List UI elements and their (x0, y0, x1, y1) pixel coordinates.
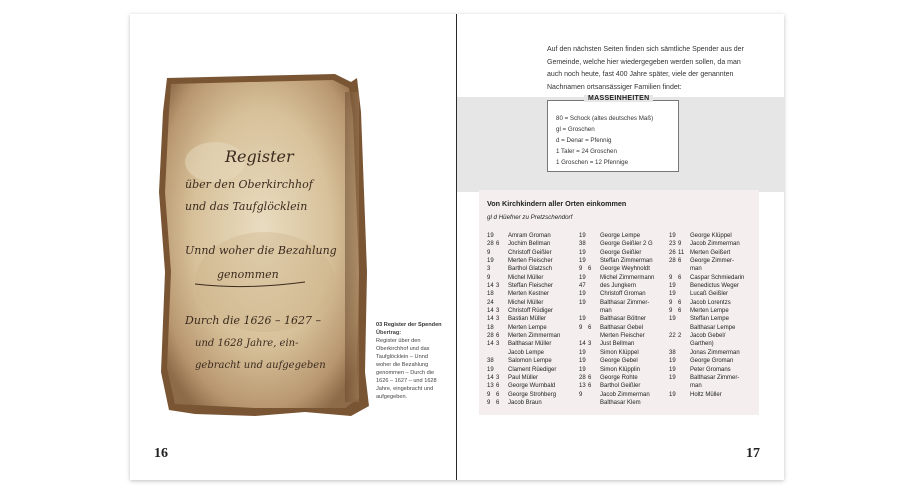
donor-groschen: 9 (487, 391, 491, 398)
donor-groschen: 9 (579, 324, 583, 331)
donor-groschen: 13 (579, 383, 586, 390)
donor-name: Christoff Groman (600, 291, 646, 298)
donor-pfennig (496, 249, 508, 257)
donor-pfennig (496, 366, 508, 374)
donor-row (487, 282, 560, 290)
donor-name: Merten Lempe (508, 324, 547, 331)
donor-pfennig (588, 299, 600, 307)
page-number-left: 16 (154, 446, 168, 461)
donor-name: George Groman (690, 358, 734, 365)
donor-name: Simon Klüppel (600, 349, 639, 356)
donor-name: Merten Zimmerman (508, 333, 561, 340)
donor-groschen: 19 (487, 366, 494, 373)
donor-name: Jacob Lempe (508, 349, 545, 356)
unit-item: d = Denar = Pfennig (556, 137, 612, 144)
donor-row (487, 366, 560, 374)
donor-groschen: 19 (669, 374, 676, 381)
manuscript-line-6: Durch die 1626 – 1627 – (185, 314, 321, 327)
donor-pfennig (588, 349, 600, 357)
donor-groschen: 19 (579, 274, 586, 281)
caption-line-2: Register über den Oberkirchhof und das Taufglöcklein – Unnd woher die Bezahlung genommen – Durch die 1626 – 1627 – und 1628 Jahre, eingebracht und aufgegeben. (376, 338, 437, 400)
donor-groschen (669, 265, 678, 273)
donors-subheader: gl d Hüefner zu Pretzschendorf (487, 214, 573, 221)
donor-name: Barthol Glatzsch (508, 266, 553, 273)
donor-name: Steffan Zimmerman (600, 258, 653, 265)
donor-groschen: 9 (487, 249, 491, 256)
donor-groschen: 19 (579, 366, 586, 373)
donor-name: Amram Groman (508, 233, 551, 239)
donor-pfennig (588, 357, 600, 365)
donor-row (669, 374, 744, 382)
donor-pfennig (496, 274, 508, 282)
donor-name: George Gebel (600, 358, 638, 365)
donor-pfennig (678, 382, 690, 390)
manuscript-line-1: Register (225, 147, 294, 166)
units-box (547, 95, 679, 172)
donors-box (479, 190, 759, 415)
donor-row (487, 382, 560, 390)
donor-row (669, 349, 744, 357)
donor-row (487, 332, 560, 340)
donor-pfennig (678, 265, 690, 273)
donor-name: George Lempe (600, 233, 641, 239)
donor-groschen: 19 (669, 391, 676, 398)
donor-pfennig (496, 357, 508, 365)
donor-pfennig: 3 (588, 341, 592, 348)
donor-name: George Geißler 2 G (600, 241, 653, 248)
donor-row (487, 315, 560, 323)
donor-name: Michel Müller (508, 274, 544, 281)
image-caption (376, 321, 442, 401)
donor-name: George Rohte (600, 374, 638, 381)
donor-pfennig: 3 (496, 283, 500, 290)
donor-pfennig (678, 315, 690, 323)
donor-row (579, 290, 654, 298)
donor-column-3 (669, 232, 744, 399)
donor-row (579, 382, 654, 390)
donor-name: Lucaß Geißler (690, 291, 729, 298)
donor-groschen: 14 (487, 374, 494, 381)
donor-groschen: 19 (579, 233, 586, 239)
donor-pfennig (496, 257, 508, 265)
right-page (457, 14, 784, 480)
donor-name: Jonas Zimmerman (690, 349, 740, 356)
donor-groschen: 19 (487, 258, 494, 265)
donor-pfennig: 3 (496, 308, 500, 315)
donor-row (579, 274, 654, 282)
donor-pfennig: 6 (678, 308, 682, 315)
donor-pfennig (678, 340, 690, 348)
donor-groschen: 9 (487, 274, 491, 281)
donor-row (669, 340, 744, 348)
donor-name: Michel Müller (508, 299, 544, 306)
donor-pfennig: 6 (496, 391, 500, 398)
donor-pfennig (496, 349, 508, 357)
donor-groschen: 14 (579, 341, 586, 348)
donor-pfennig (588, 249, 600, 257)
donor-row (579, 374, 654, 382)
donor-groschen: 14 (487, 316, 494, 323)
donor-groschen: 28 (487, 333, 494, 340)
donor-name: Balthasar Lempe (690, 324, 736, 331)
donor-groschen: 19 (487, 233, 494, 239)
donor-name: Just Bellman (600, 341, 635, 348)
donor-pfennig: 6 (496, 241, 500, 248)
donor-name: Jacob Gebel/ (690, 333, 726, 340)
donor-name: Simon Klüpplin (600, 366, 641, 373)
donor-groschen: 38 (487, 358, 494, 365)
unit-item: 80 = Schock (altes deutsches Maß) (556, 115, 654, 122)
donor-groschen: 19 (579, 316, 586, 323)
donor-groschen: 9 (487, 399, 491, 406)
donor-name: man (690, 383, 702, 390)
donor-pfennig: 6 (496, 333, 500, 340)
donor-row (487, 349, 560, 357)
donor-groschen: 19 (579, 358, 586, 365)
donor-row (487, 357, 560, 365)
donor-row (579, 257, 654, 265)
donor-groschen (579, 332, 588, 340)
donor-row (669, 282, 744, 290)
donor-pfennig: 3 (496, 341, 500, 348)
donor-pfennig (588, 240, 600, 248)
donor-groschen (669, 324, 678, 332)
donor-name: Michel Zimmermann (600, 274, 655, 281)
donor-groschen: 19 (579, 299, 586, 306)
donor-name: Caspar Schmiedarin (690, 274, 745, 281)
donor-pfennig (678, 366, 690, 374)
donor-row (579, 399, 654, 407)
manuscript-line-3: und das Taufglöcklein (185, 200, 308, 213)
manuscript-image (155, 72, 373, 418)
donor-row (669, 249, 744, 257)
donor-name: man (690, 266, 702, 273)
donor-name: Merten Fleischer (600, 333, 645, 340)
donor-row (579, 299, 654, 307)
donor-name: Merten Kestner (508, 291, 550, 298)
donor-pfennig (496, 324, 508, 332)
donor-pfennig: 11 (678, 249, 685, 256)
donor-name: Christoff Rüdiger (508, 308, 553, 315)
donor-row (669, 391, 744, 399)
unit-item: 1 Taler = 24 Groschen (556, 148, 617, 155)
donor-row (487, 265, 560, 273)
donor-pfennig (588, 332, 600, 340)
donor-row (579, 340, 654, 348)
donor-groschen: 13 (487, 383, 494, 390)
donor-groschen: 19 (669, 283, 676, 290)
donor-row (669, 332, 744, 340)
donor-groschen: 38 (579, 241, 586, 248)
donor-pfennig: 2 (678, 333, 682, 340)
donor-groschen: 9 (669, 299, 673, 306)
donor-pfennig (588, 232, 600, 240)
donor-pfennig (678, 374, 690, 382)
donor-groschen: 28 (487, 241, 494, 248)
donor-groschen: 19 (669, 316, 676, 323)
donor-name: Merten Lempe (690, 308, 729, 315)
donor-row (669, 357, 744, 365)
donor-pfennig (678, 349, 690, 357)
donor-row (669, 232, 744, 240)
donor-row (669, 274, 744, 282)
donor-pfennig: 6 (588, 374, 592, 381)
donor-groschen: 24 (487, 299, 494, 306)
manuscript-line-8: gebracht und aufgegeben (195, 360, 326, 371)
donor-name: Balthasar Böltner (600, 316, 647, 323)
donor-groschen: 19 (579, 249, 586, 256)
units-box-title: MASSEINHEITEN (584, 95, 653, 102)
donor-name: George Weyhnoldt (600, 266, 650, 273)
donor-name: Bastian Müller (508, 316, 547, 323)
donor-groschen (669, 340, 678, 348)
donor-pfennig: 6 (678, 258, 682, 265)
donor-pfennig: 6 (588, 266, 592, 273)
donor-groschen: 14 (487, 308, 494, 315)
donor-name: Balthasar Gebel (600, 324, 644, 331)
donor-pfennig: 3 (496, 374, 500, 381)
donor-row (487, 307, 560, 315)
donor-pfennig: 6 (588, 383, 592, 390)
donor-groschen: 19 (579, 291, 586, 298)
donor-pfennig: 9 (678, 241, 682, 248)
donor-groschen: 19 (579, 349, 586, 356)
donor-pfennig: 6 (678, 299, 682, 306)
donor-groschen: 19 (669, 358, 676, 365)
donor-name: George Geißler (600, 249, 642, 256)
donors-title: Von Kirchkindern aller Orten einkommen (487, 199, 627, 208)
donor-groschen: 18 (487, 291, 494, 298)
unit-item: gl = Groschen (556, 126, 595, 133)
donor-row (487, 257, 560, 265)
donor-pfennig (678, 282, 690, 290)
donor-groschen: 28 (669, 258, 676, 265)
donor-name: Paul Müller (508, 374, 539, 381)
donor-name: Balthasar Klem (600, 399, 641, 406)
donor-groschen: 9 (669, 308, 673, 315)
donor-row (487, 249, 560, 257)
donor-pfennig: 3 (496, 316, 500, 323)
donor-groschen: 9 (669, 274, 673, 281)
donor-row (669, 240, 744, 248)
donor-name: Holtz Müller (690, 391, 722, 398)
donor-name: Salomon Lempe (508, 358, 552, 365)
donor-row (669, 290, 744, 298)
donor-row (579, 240, 654, 248)
donor-pfennig (588, 290, 600, 298)
manuscript-line-5: genommen (217, 268, 279, 281)
donor-name: Jacob Zimmerman (690, 241, 740, 248)
donor-pfennig (588, 282, 600, 290)
donor-groschen (669, 382, 678, 390)
donor-row (579, 349, 654, 357)
donor-row (579, 265, 654, 273)
donor-groschen: 47 (579, 283, 586, 290)
donor-name: Balthasar Müller (508, 341, 552, 348)
donor-row (579, 232, 654, 240)
manuscript-line-2: über den Oberkirchhof (185, 178, 313, 191)
donor-groschen: 18 (487, 324, 494, 331)
donor-row (669, 257, 744, 265)
left-page (130, 14, 457, 480)
donor-row (579, 307, 654, 315)
units-list (556, 113, 653, 168)
donor-pfennig: 6 (496, 399, 500, 406)
page-number-right: 17 (746, 446, 760, 461)
donor-groschen: 3 (487, 266, 491, 273)
donor-name: man (600, 308, 612, 315)
donor-pfennig (588, 391, 600, 399)
donor-groschen: 19 (669, 233, 676, 239)
donor-name: Steffan Lempe (690, 316, 729, 323)
donor-row (579, 249, 654, 257)
donor-pfennig: 6 (678, 274, 682, 281)
donor-pfennig (678, 232, 690, 240)
donor-pfennig (678, 290, 690, 298)
manuscript-line-4: Unnd woher die Bezahlung (185, 244, 337, 257)
donor-row (669, 315, 744, 323)
donor-row (669, 366, 744, 374)
donor-row (579, 324, 654, 332)
donor-name: George Wurnbald (508, 383, 556, 390)
donor-pfennig (678, 391, 690, 399)
donor-row (669, 307, 744, 315)
donor-pfennig: 6 (496, 383, 500, 390)
donor-row (669, 299, 744, 307)
donor-pfennig (496, 265, 508, 273)
intro-paragraph: Auf den nächsten Seiten finden sich sämtliche Spender aus der Gemeinde, welche hier wiedergegeben werden sollen, da man auch noch heute, fast 400 Jahre später, viele der genannten Nachnamen ortsansässiger Familien findet: (547, 46, 744, 91)
donor-row (579, 366, 654, 374)
donor-row (487, 324, 560, 332)
donor-name: Merten Fleischer (508, 258, 553, 265)
donor-pfennig (588, 257, 600, 265)
donor-pfennig (588, 399, 600, 407)
donor-name: George Strohberg (508, 391, 557, 398)
donor-name: Merten Geißert (690, 249, 731, 256)
donor-pfennig (588, 274, 600, 282)
donor-column-1 (487, 232, 560, 407)
donor-groschen: 9 (579, 266, 583, 273)
donor-row (669, 324, 744, 332)
donor-pfennig (588, 366, 600, 374)
donor-name: Jochim Bellman (508, 241, 551, 248)
donor-name: George Klüppel (690, 233, 732, 239)
donor-groschen (579, 399, 588, 407)
caption-title: 03 Register der Spenden (376, 322, 442, 328)
donor-name: Balthasar Zimmer- (600, 299, 650, 306)
donor-name: George Zimmer- (690, 258, 735, 265)
donor-pfennig (678, 324, 690, 332)
donor-name: Garthen) (690, 341, 714, 348)
donor-pfennig: 6 (588, 324, 592, 331)
donor-row (579, 357, 654, 365)
donor-name: Jacob Lorentzs (690, 299, 731, 306)
donor-groschen: 26 (669, 249, 676, 256)
donor-row (579, 332, 654, 340)
donor-groschen: 19 (579, 258, 586, 265)
donor-row (669, 265, 744, 273)
donor-name: Clament Rüediger (508, 366, 557, 373)
donor-name: des Jungkern (600, 283, 637, 290)
donor-name: Balthasar Zimmer- (690, 374, 740, 381)
donor-column-2 (579, 232, 654, 407)
donor-row (487, 290, 560, 298)
donor-row (579, 282, 654, 290)
donor-groschen: 19 (669, 291, 676, 298)
caption-line-1: Übertrag: (376, 330, 402, 336)
donor-groschen: 19 (669, 366, 676, 373)
donor-row (579, 315, 654, 323)
unit-item: 1 Groschen = 12 Pfennige (556, 159, 629, 166)
donor-row (487, 391, 560, 399)
book-spread (130, 14, 784, 480)
donor-name: Barthol Geißler (600, 383, 641, 390)
donor-pfennig (588, 307, 600, 315)
donor-groschen (579, 307, 588, 315)
donor-pfennig (496, 232, 508, 240)
donor-row (669, 382, 744, 390)
donor-pfennig (678, 357, 690, 365)
donor-name: Steffan Fleischer (508, 283, 553, 290)
donor-row (487, 399, 560, 407)
donor-name: Peter Gromans (690, 366, 731, 373)
donor-groschen: 9 (579, 391, 583, 398)
donor-row (487, 274, 560, 282)
donor-row (487, 340, 560, 348)
donor-name: Christoff Geißler (508, 249, 552, 256)
donor-groschen: 23 (669, 241, 676, 248)
donor-row (487, 374, 560, 382)
donor-row (487, 240, 560, 248)
donor-row (487, 299, 560, 307)
donor-pfennig (588, 315, 600, 323)
donor-name: Jacob Zimmerman (600, 391, 650, 398)
donor-groschen (487, 349, 496, 357)
donor-row (487, 232, 560, 240)
donor-groschen: 14 (487, 283, 494, 290)
donor-groschen: 28 (579, 374, 586, 381)
manuscript-line-7: und 1628 Jahre, ein- (195, 338, 299, 349)
donor-groschen: 14 (487, 341, 494, 348)
donor-row (579, 391, 654, 399)
donor-name: Jacob Braun (508, 399, 542, 406)
donor-groschen: 38 (669, 349, 676, 356)
donor-pfennig (496, 290, 508, 298)
donor-name: Benedictus Weger (690, 283, 739, 290)
donor-groschen: 22 (669, 333, 676, 340)
donor-pfennig (496, 299, 508, 307)
